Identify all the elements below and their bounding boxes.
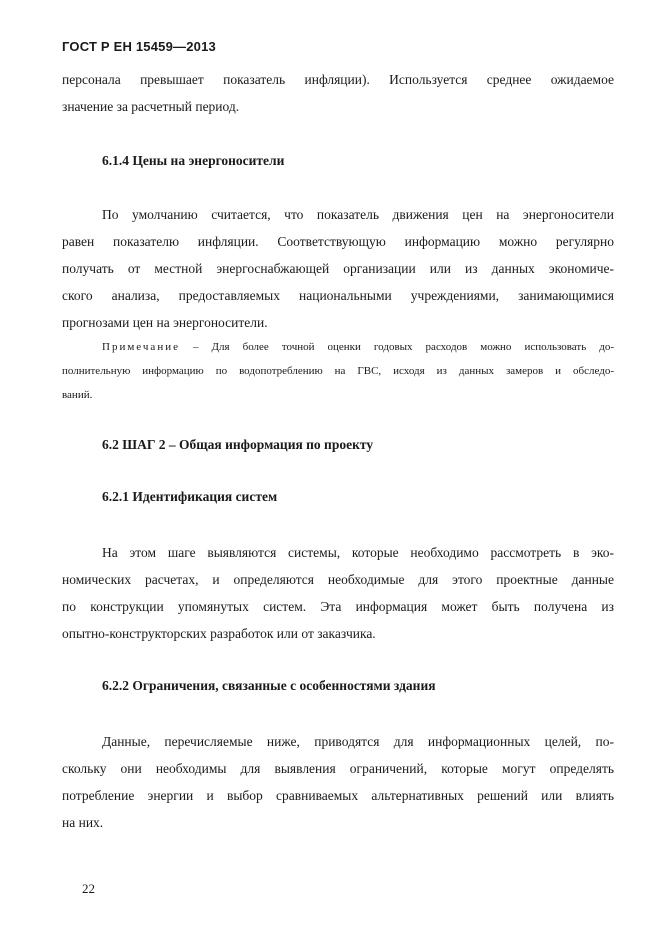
document-header: ГОСТ Р ЕН 15459—2013 — [62, 39, 216, 54]
text-line: опытно-конструкторских разработок или от заказчика. — [62, 626, 376, 641]
text-line: получать от местной энергоснабжающей организации или из данных экономиче- — [62, 261, 614, 276]
section-heading-6-1-4: 6.1.4 Цены на энергоносители — [102, 153, 285, 168]
section-heading-6-2: 6.2 ШАГ 2 – Общая информация по проекту — [102, 437, 374, 452]
section-heading-6-2-1: 6.2.1 Идентификация систем — [102, 489, 278, 504]
note-block — [62, 335, 614, 407]
paragraph-6-2-2 — [62, 728, 614, 836]
text-line: номических расчетах, и определяются необходимые для этого проектные данные — [62, 572, 614, 587]
text-line: Данные, перечисляемые ниже, приводятся для информационных целей, по- — [102, 734, 614, 749]
paragraph-6-1-4 — [62, 201, 614, 336]
note-line: полнительную информацию по водопотреблению на ГВС, исходя из данных замеров и обследо- — [62, 365, 614, 377]
text-line: ского анализа, предоставляемых национальными учреждениями, занимающимися — [62, 288, 614, 303]
paragraph-continuation — [62, 66, 614, 120]
text-line: персонала превышает показатель инфляции). Используется среднее ожидаемое — [62, 72, 614, 87]
note-label: Примечание — [102, 341, 180, 353]
text-line: прогнозами цен на энергоносители. — [62, 315, 268, 330]
text-line: По умолчанию считается, что показатель движения цен на энергоносители — [102, 207, 614, 222]
paragraph-6-2-1 — [62, 539, 614, 647]
text-line: равен показателю инфляции. Соответствующую информацию можно регулярно — [62, 234, 614, 249]
text-line: значение за расчетный период. — [62, 99, 240, 114]
page-number: 22 — [82, 881, 95, 896]
text-line: потребление энергии и выбор сравниваемых альтернативных решений или влиять — [62, 788, 614, 803]
note-text: – Для более точной оценки годовых расходов можно использовать до- — [179, 341, 614, 353]
text-line: скольку они необходимы для выявления ограничений, которые могут определять — [62, 761, 614, 776]
note-line: ваний. — [62, 389, 93, 401]
text-line: На этом шаге выявляются системы, которые необходимо рассмотреть в эко- — [102, 545, 614, 560]
text-line: на них. — [62, 815, 104, 830]
note-line — [62, 335, 614, 359]
text-line: по конструкции упомянутых систем. Эта информация может быть получена из — [62, 599, 614, 614]
section-heading-6-2-2: 6.2.2 Ограничения, связанные с особенностями здания — [102, 678, 436, 693]
